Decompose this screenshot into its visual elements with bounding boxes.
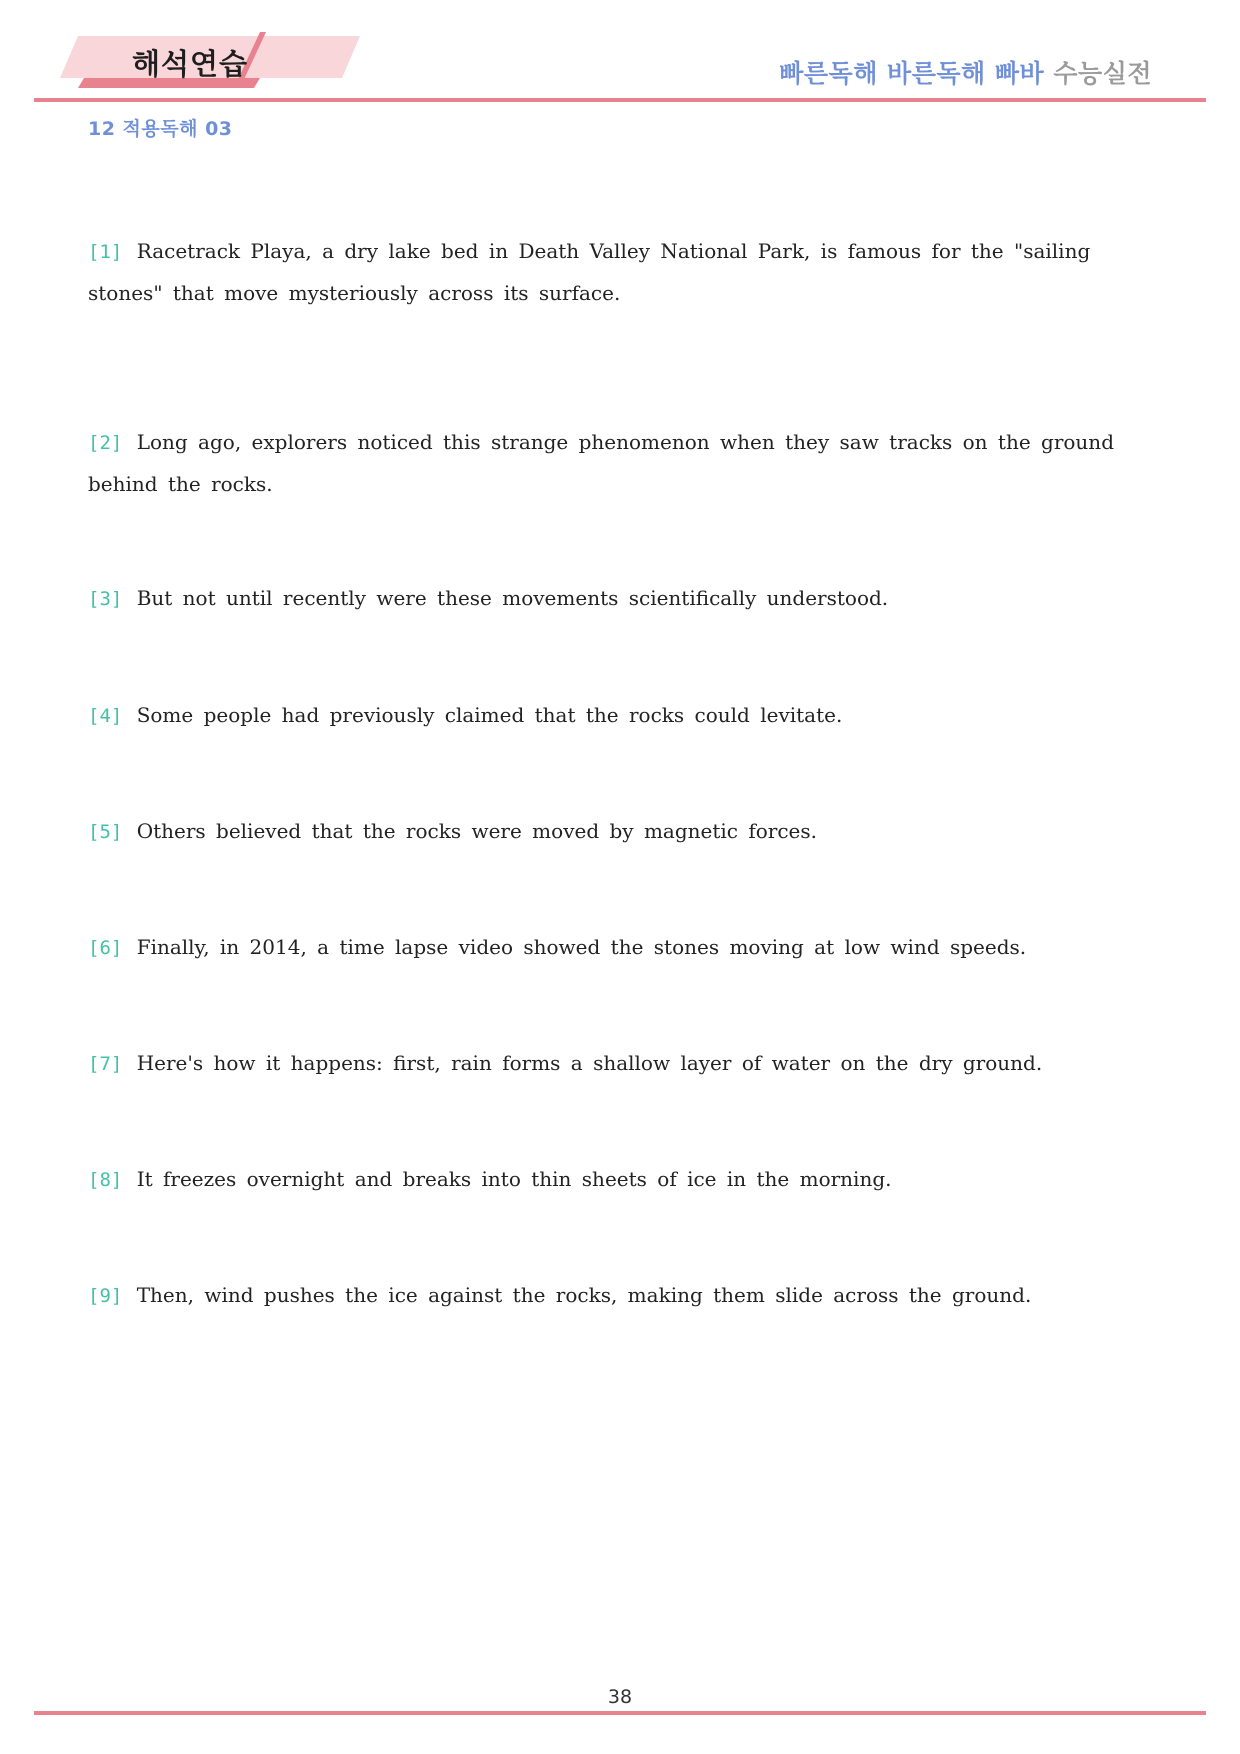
sentence-9 (88, 1275, 1128, 1317)
sentence-text: Others believed that the rocks were moved by magnetic forces. (136, 819, 818, 843)
sentence-text: Then, wind pushes the ice against the rocks, making them slide across the ground. (136, 1283, 1032, 1307)
sentence-text: Here's how it happens: first, rain forms a shallow layer of water on the dry ground. (136, 1051, 1043, 1075)
brand-title (779, 54, 1152, 90)
header-badge (60, 32, 360, 94)
sentence-number: [5] (88, 821, 123, 843)
sentence-1 (88, 231, 1128, 314)
sentence-8 (88, 1159, 1128, 1201)
sentence-number: [6] (88, 937, 123, 959)
sentence-text: But not until recently were these movements scientifically understood. (136, 586, 889, 610)
badge-title: 해석연습 (132, 47, 249, 81)
sentence-7 (88, 1043, 1128, 1085)
sentence-text: Some people had previously claimed that the rocks could levitate. (136, 703, 843, 727)
page-number: 38 (607, 1686, 633, 1708)
sentence-number: [7] (88, 1053, 123, 1075)
sentence-text: It freezes overnight and breaks into thin sheets of ice in the morning. (136, 1167, 892, 1191)
sentence-text: Racetrack Playa, a dry lake bed in Death Valley National Park, is famous for the "sailing stones" that move mysteriously across its surface. (88, 239, 1091, 305)
sentence-number: [8] (88, 1169, 123, 1191)
brand-series: 빠른독해 바른독해 빠바 (779, 59, 1045, 88)
sentence-number: [1] (88, 241, 123, 263)
sentence-5 (88, 811, 1128, 853)
sentence-6 (88, 927, 1128, 969)
sentence-text: Finally, in 2014, a time lapse video showed the stones moving at low wind speeds. (136, 935, 1027, 959)
sentence-number: [4] (88, 705, 123, 727)
section-label: 12 적용독해 03 (88, 118, 233, 140)
sentence-number: [9] (88, 1285, 123, 1307)
sentence-number: [3] (88, 588, 123, 610)
sentence-number: [2] (88, 432, 123, 454)
sentence-text: Long ago, explorers noticed this strange phenomenon when they saw tracks on the ground behind the rocks. (88, 430, 1114, 496)
bottom-divider (34, 1711, 1206, 1715)
top-divider (34, 98, 1206, 102)
brand-subtitle: 수능실전 (1053, 59, 1152, 88)
sentence-4 (88, 695, 1128, 737)
sentence-3 (88, 578, 1128, 620)
sentence-2 (88, 422, 1128, 505)
